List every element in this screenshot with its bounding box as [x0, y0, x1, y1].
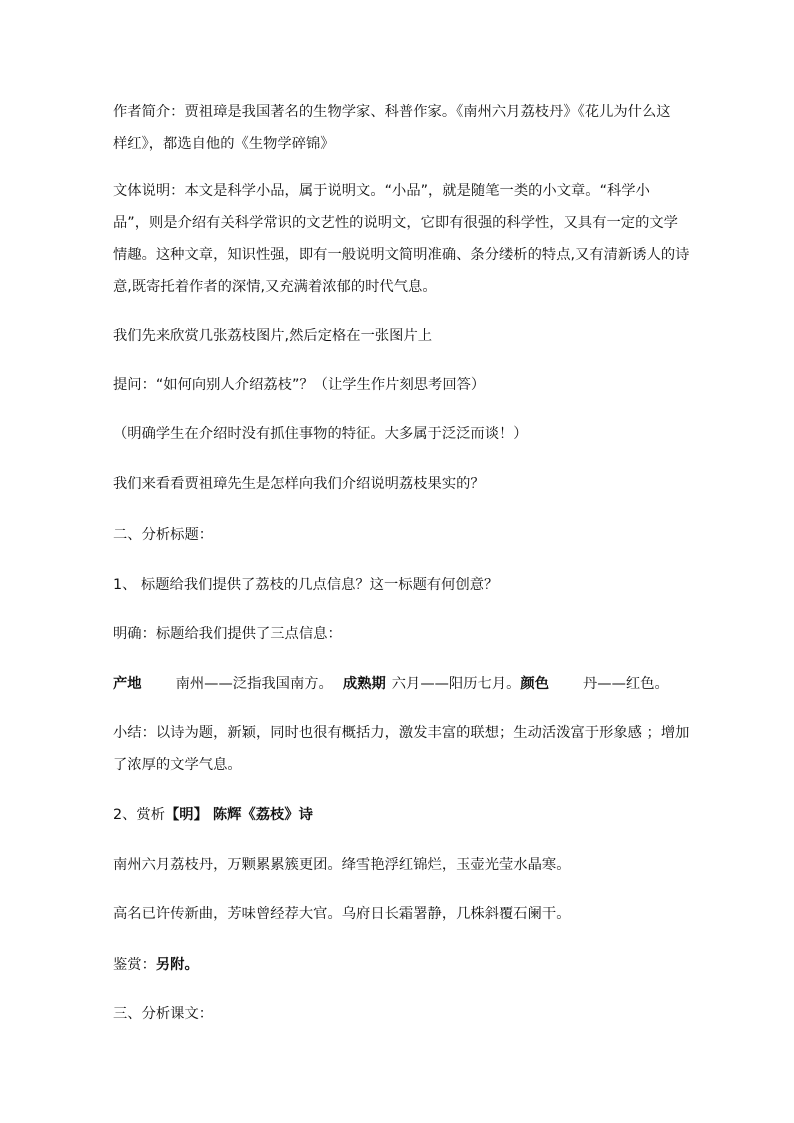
- section-2-title: 二、分析标题：: [113, 527, 214, 543]
- appreciation-title-bold: 【明】 陈辉《荔枝》诗: [165, 807, 313, 823]
- appreciation-note-bold: 另附。: [155, 957, 199, 973]
- genre-line-2: 品”，则是介绍有关科学常识的文艺性的说明文，它即有很强的科学性，又具有一定的文学: [113, 215, 678, 231]
- intro-pictures: 我们先来欣赏几张荔枝图片,然后定格在一张图片上: [113, 328, 433, 344]
- poem-line-2: 高名已许传新曲，芳味曾经荐大官。乌府日长霜署静，几株斜覆石阑干。: [113, 906, 571, 922]
- info-row: [113, 674, 693, 694]
- summary-line-2: 了浓厚的文学气息。: [113, 757, 242, 773]
- appreciation-note: [113, 955, 693, 975]
- question: 提问：“如何向别人介绍荔枝”？（让学生作片刻思考回答）: [113, 377, 486, 393]
- poem-line-1: 南州六月荔枝丹，万颗累累簇更团。绛雪艳浮红锦烂，玉壶光莹水晶寒。: [113, 857, 571, 873]
- author-intro-line-1: 作者简介：贾祖璋是我国著名的生物学家、科普作家。《南州六月荔枝丹》《花儿为什么这: [113, 104, 671, 120]
- color-value: 丹——红色。: [583, 676, 669, 692]
- transition-question: 我们来看看贾祖璋先生是怎样向我们介绍说明荔枝果实的？: [113, 476, 485, 492]
- genre-line-1: 文体说明：本文是科学小品，属于说明文。“小品”，就是随笔一类的小文章。“科学小: [113, 183, 650, 199]
- genre-line-4: 意,既寄托着作者的深情,又充满着浓郁的时代气息。: [113, 279, 437, 295]
- season-value: 六月——阳历七月。: [391, 676, 521, 692]
- summary-line-1: 小结：以诗为题，新颖，同时也很有概括力，激发丰富的联想；生动活泼富于形象感 ；增加: [113, 725, 690, 741]
- appreciation-note-label: 鉴赏：: [113, 957, 156, 973]
- color-label: 颜色: [520, 676, 550, 692]
- author-intro-line-2: 样红》，都选自他的《生物学碎锦》: [113, 136, 335, 152]
- section-3-title: 三、分析课文：: [113, 1006, 214, 1022]
- origin-value: 南州——泛指我国南方。: [175, 676, 333, 692]
- question-1: 1、 标题给我们提供了荔枝的几点信息？这一标题有何创意？: [113, 577, 499, 593]
- answer-intro: 明确：标题给我们提供了三点信息：: [113, 626, 342, 642]
- clarify-note: （明确学生在介绍时没有抓住事物的特征。大多属于泛泛而谈！）: [113, 426, 528, 442]
- appreciation-title: [113, 805, 693, 825]
- season-label: 成熟期: [342, 676, 386, 692]
- appreciation-title-prefix: 2、赏析: [113, 807, 165, 823]
- origin-label: 产地: [113, 676, 142, 692]
- genre-line-3: 情趣。这种文章，知识性强，即有一般说明文简明准确、条分缕析的特点,又有清新诱人的诗: [113, 247, 690, 263]
